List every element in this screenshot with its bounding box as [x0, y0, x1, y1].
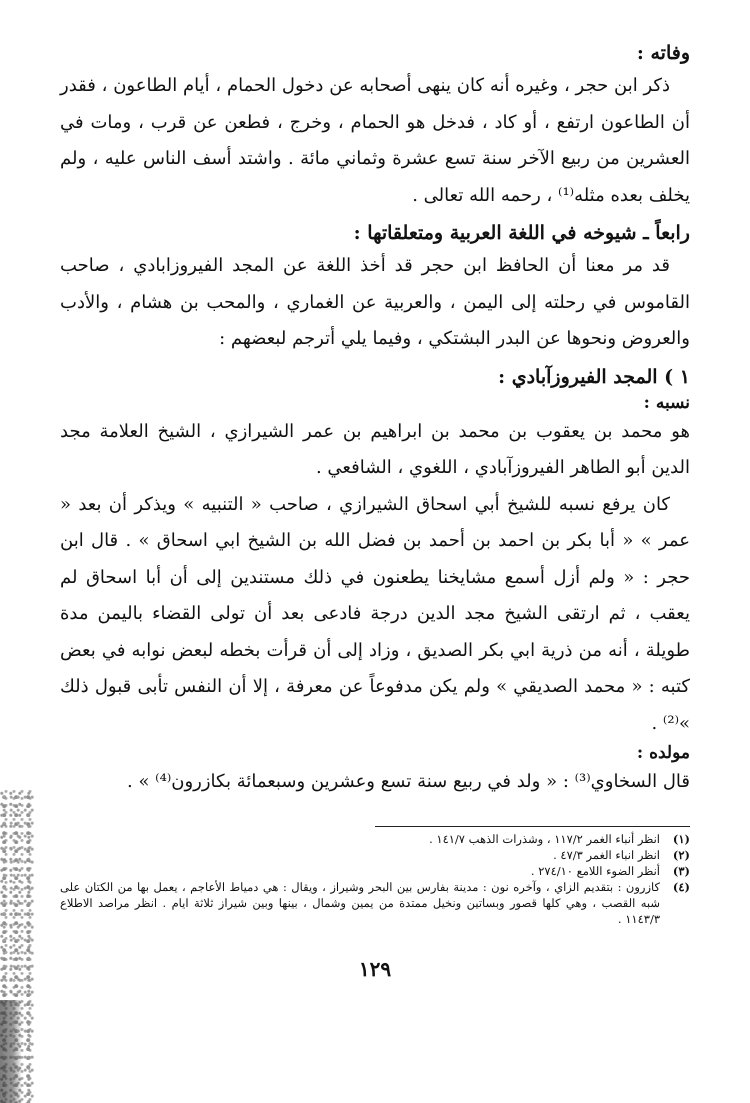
footnote-number: (١)	[672, 832, 690, 846]
birth-paragraph: قال السخاوي⁽³⁾ : « ولد في ربيع سنة تسع وعشرين وسبعمائة بكازرون⁽⁴⁾ » .	[127, 771, 690, 792]
footnote-item	[60, 847, 690, 863]
main-text	[60, 38, 690, 801]
lineage-paragraph: هو محمد بن يعقوب بن محمد بن ابراهيم بن عمر الشيرازي ، الشيخ العلامة مجد الدين أبو الطاهر الفيروزآبادي ، اللغوي ، الشافعي .	[60, 420, 690, 478]
death-paragraph: ذكر ابن حجر ، وغيره أنه كان ينهى أصحابه عن دخول الحمام ، أيام الطاعون ، فقدر أن الطاعون ارتفع ، أو كاد ، فدخل هو الحمام ، وخرج ، فطعن عن قرب ، ومات في العشرين من ربيع الآخر سنة تسع عشرة وثماني مائة . واشتد أسف الناس عليه ، ولم يخلف بعده مثله⁽¹⁾ ، رحمه الله تعالى .	[60, 75, 690, 206]
footnote-number: (٤)	[672, 880, 690, 894]
footnote-text: أنظر الضوء اللامع ٢٧٤/١٠ .	[530, 864, 660, 878]
majd-heading: ١ ) المجد الفيروزآبادي :	[498, 365, 690, 388]
birth-heading: مولده :	[636, 743, 690, 763]
footnote-text: انظر أنباء الغمر ١١٧/٢ ، وشذرات الذهب ١٤١/٧ .	[429, 832, 660, 846]
footnote-text: انظر انباء الغمر ٤٧/٣ .	[553, 848, 660, 862]
scan-edge-shadow	[0, 1000, 22, 1103]
lineage-heading: نسبه :	[643, 392, 690, 413]
footnote-item	[60, 863, 690, 879]
death-heading: وفاته :	[636, 42, 690, 64]
footnote-number: (٢)	[672, 848, 690, 862]
footnote-text: كازرون : بتقديم الزاي ، وآخره نون : مدينة بفارس بين البحر وشيراز ، ويقال : هي دمياط الأعاجم ، يعمل بها من الكتان على شبه القصب ، وهي كلها قصور وبساتين ونخيل ممتدة من يمين وشمال ، بينها وبين شيراز ثلاثة ايام . انظر مراصد الاطلاع ١١٤٣/٣ .	[60, 880, 660, 926]
fourth-section-paragraph: قد مر معنا أن الحافظ ابن حجر قد أخذ اللغة عن المجد الفيروزابادي ، صاحب القاموس في رحلته إلى اليمن ، والعربية عن الغماري ، والمحب بن هشام ، والأدب والعروض ونحوها عن البدر البشتكي ، وفيما يلي أترجم لبعضهم :	[60, 255, 690, 349]
footnote-item	[60, 831, 690, 847]
footnote-item	[60, 879, 690, 927]
lineage-paragraph-continued: كان يرفع نسبه للشيخ أبي اسحاق الشيرازي ، صاحب « التنبيه » ويذكر أن بعد « عمر » « أبا بكر بن احمد بن أحمد بن فضل الله بن الشيخ ابي اسحاق » . قال ابن حجر : « ولم أزل أسمع مشايخنا يطعنون في ذلك مستندين إلى أن أبا اسحاق لم يعقب ، ثم ارتقى الشيخ مجد الدين درجة فادعى بعد أن تولى القضاء باليمن مدة طويلة ، أنه من ذرية ابي بكر الصديق ، وزاد إلى أن قرأت بخطه لبعض نوابه في بعض كتبه : « محمد الصديقي » ولم يكن مدفوعاً عن معرفة ، إلا أن النفس تأبى قبول ذلك »⁽²⁾ .	[60, 493, 690, 734]
footnote-number: (٣)	[672, 864, 690, 878]
footnote-divider	[375, 826, 690, 827]
fourth-section-heading: رابعاً ـ شيوخه في اللغة العربية ومتعلقاتها :	[353, 222, 690, 244]
footnotes	[60, 826, 690, 927]
page-number: ١٢٩	[358, 957, 392, 981]
